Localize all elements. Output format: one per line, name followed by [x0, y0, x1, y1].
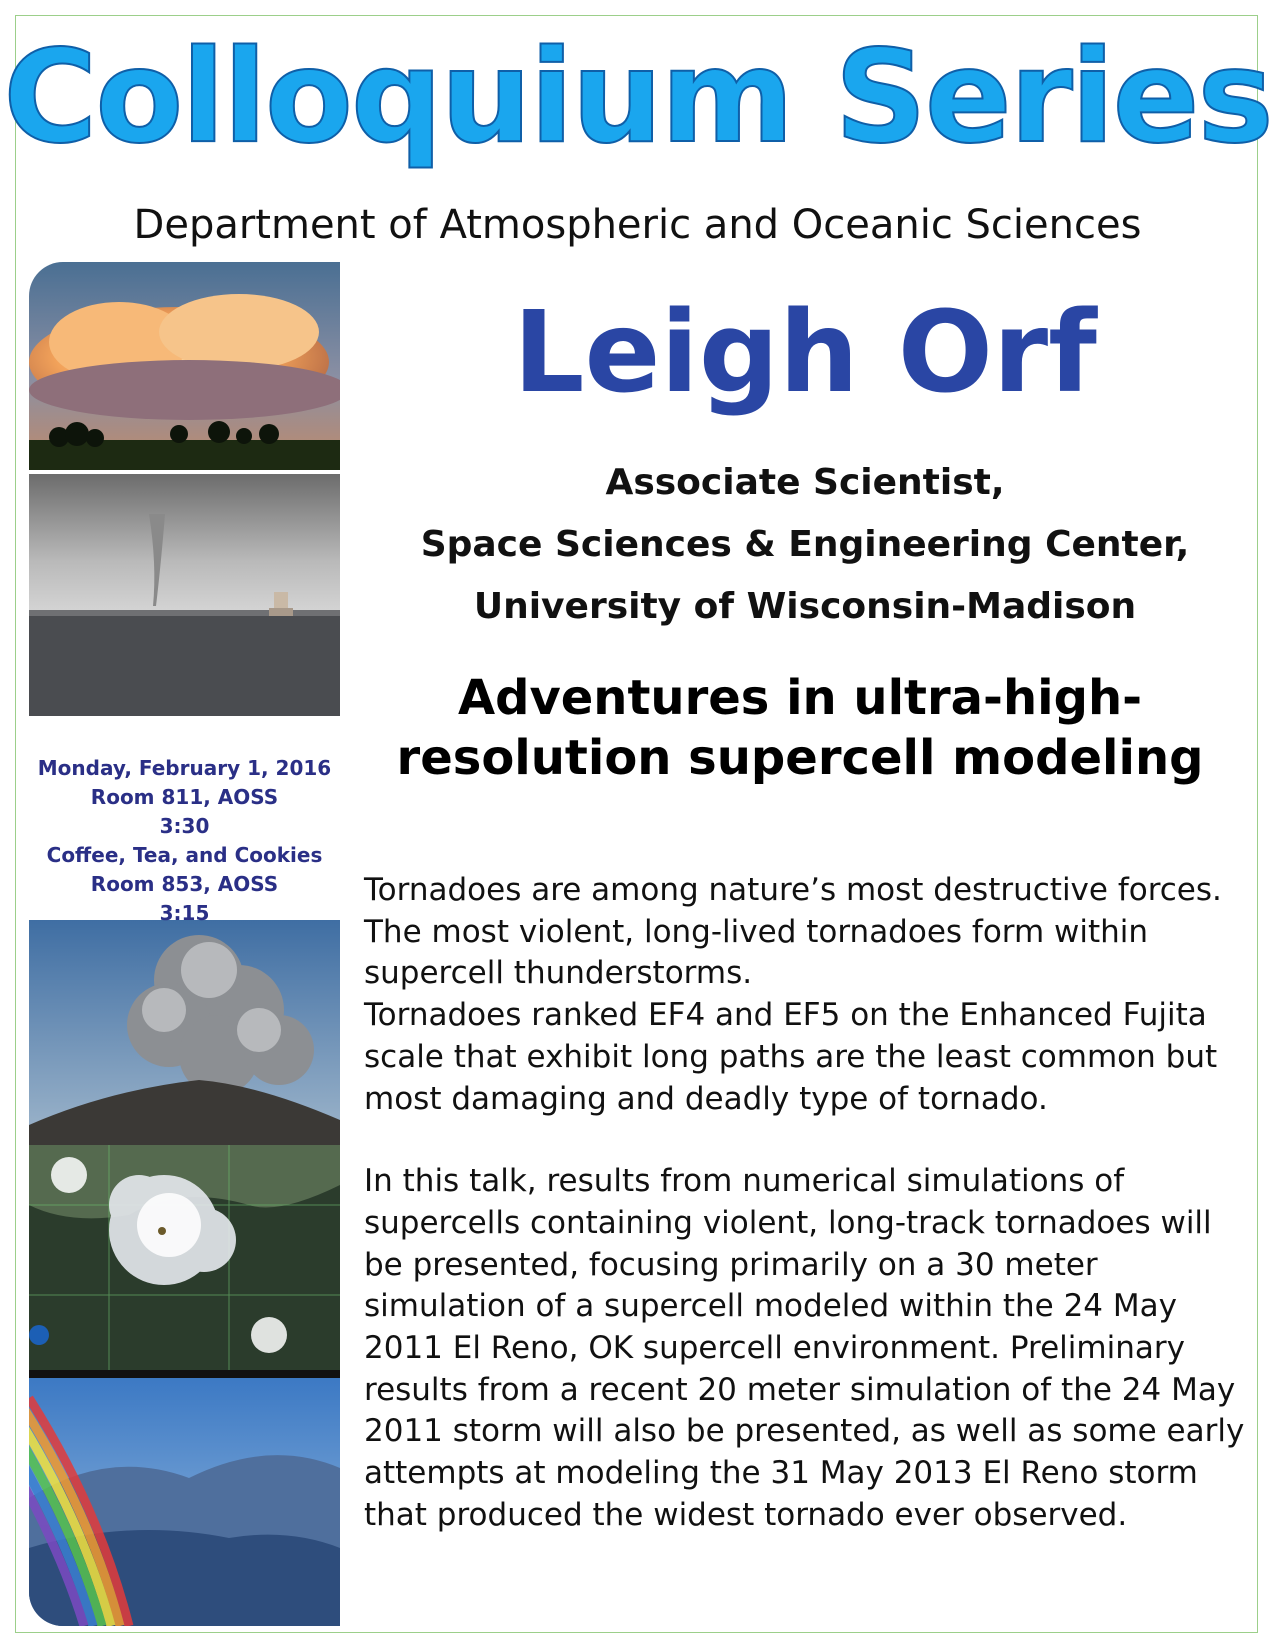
- talk-title: [340, 668, 1260, 788]
- series-title: Colloquium Series: [3, 23, 1272, 172]
- talk-abstract: [364, 870, 1249, 1537]
- hurricane-satellite-photo: [29, 1145, 340, 1378]
- event-room: Room 811, AOSS: [90, 785, 279, 809]
- upper-photo-strip: [29, 262, 340, 716]
- speaker-center: Space Sciences & Engineering Center,: [420, 524, 1190, 565]
- abstract-paragraph-3: In this talk, results from numerical simulations of supercells containing violent, long-track tornadoes will be presented, focusing primarily on a 30 meter simulation of a supercell modeled within the 24 May 2011 El Reno, OK supercell environment. Preliminary results from a recent 20 meter simulation of the 24 May 2011 storm will also be presented, as well as some early attempts at modeling the 31 May 2013 El Reno storm that produced the widest tornado ever observed.: [364, 1163, 1245, 1533]
- speaker-name: Leigh Orf: [513, 288, 1097, 418]
- sunset-cumulonimbus-photo: [29, 262, 340, 470]
- speaker-university: University of Wisconsin-Madison: [473, 586, 1137, 627]
- event-details: [29, 754, 340, 928]
- reception-label: Coffee, Tea, and Cookies: [46, 843, 323, 867]
- talk-title-line-2: resolution supercell modeling: [396, 730, 1204, 786]
- rainbow-mountains-photo: [29, 1378, 340, 1626]
- talk-title-line-1: Adventures in ultra-high-: [457, 670, 1143, 726]
- abstract-paragraph-1: Tornadoes are among nature’s most destructive forces. The most violent, long-lived tornadoes form within supercell thunderstorms.: [364, 872, 1222, 992]
- event-time: 3:30: [159, 814, 210, 838]
- reception-time: 3:15: [159, 901, 210, 925]
- event-date: Monday, February 1, 2016: [37, 756, 332, 780]
- reception-room: Room 853, AOSS: [90, 872, 279, 896]
- department-name: Department of Atmospheric and Oceanic Sciences: [133, 202, 1142, 248]
- abstract-paragraph-2: Tornadoes ranked EF4 and EF5 on the Enhanced Fujita scale that exhibit long paths are the least common but most damaging and deadly type of tornado.: [364, 997, 1218, 1117]
- lower-photo-strip: [29, 920, 340, 1626]
- volcanic-eruption-photo: [29, 920, 340, 1145]
- waterspout-lighthouse-photo: [29, 474, 340, 716]
- speaker-position: Associate Scientist,: [605, 462, 1005, 503]
